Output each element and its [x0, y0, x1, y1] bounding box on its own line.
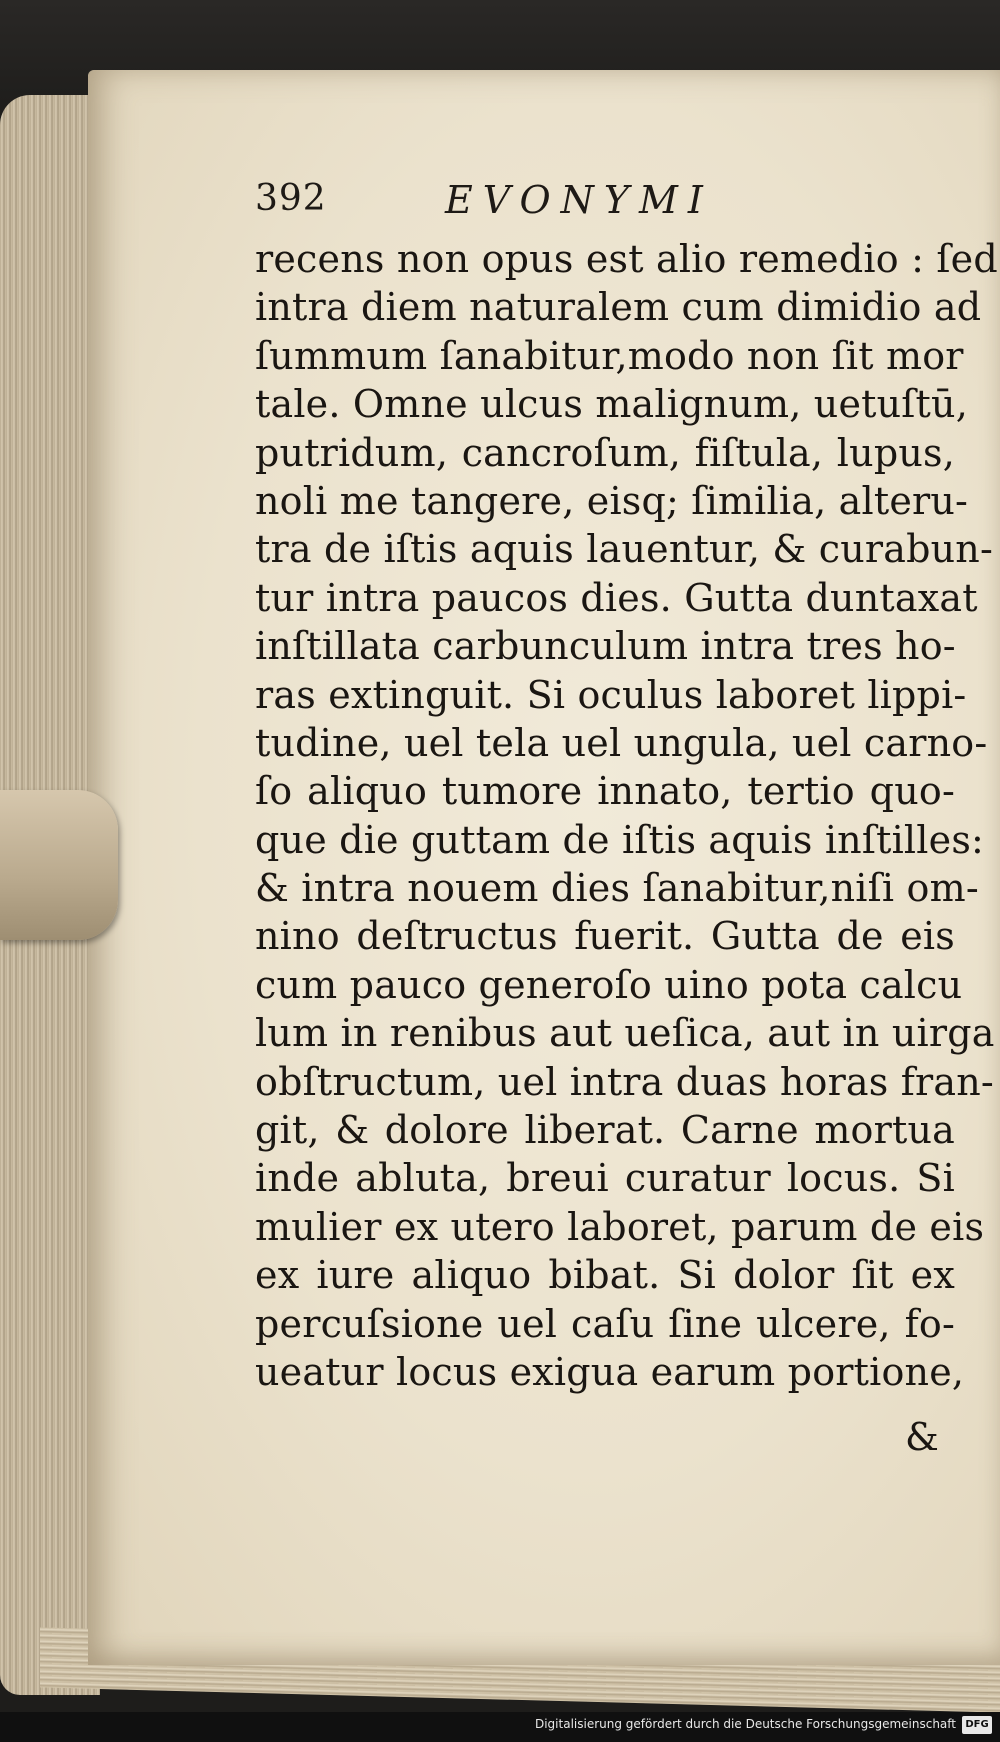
text-line: intra diem naturalem cum dimidio ad	[255, 285, 982, 330]
text-line: tale. Omne ulcus malignum, uetuſtū,	[255, 382, 968, 427]
text-line: mulier ex utero laboret, parum de eis	[255, 1204, 985, 1249]
text-line: ſo aliquo tumore innato, tertio quo-	[255, 769, 955, 814]
page-header	[255, 178, 955, 228]
catchword: &	[905, 1415, 939, 1459]
text-line: ueatur locus exigua earum portione,	[255, 1349, 965, 1394]
text-line: putridum, cancroſum, fiſtula, lupus,	[255, 430, 955, 475]
text-line: percuſsione uel caſu ſine ulcere, fo-	[255, 1301, 955, 1346]
text-line: & intra nouem dies ſanabitur,niſi om-	[255, 866, 979, 911]
text-line: cum pauco generoſo uino pota calcu	[255, 962, 963, 1007]
text-line: lum in renibus aut ueſica, aut in uirga	[255, 1011, 995, 1056]
text-line: git, & dolore liberat. Carne mortua	[255, 1108, 955, 1153]
text-line: ex iure aliquo bibat. Si dolor ſit ex	[255, 1253, 955, 1298]
text-line: inde abluta, breui curatur locus. Si	[255, 1156, 955, 1201]
footer-credit: Digitalisierung gefördert durch die Deutsche Forschungsgemeinschaft	[534, 1717, 956, 1731]
body-text	[255, 235, 998, 1396]
text-line: nino deſtructus fuerit. Gutta de eis	[255, 914, 955, 959]
text-line: obſtructum, uel intra duas horas fran-	[255, 1059, 994, 1104]
text-line: tudine, uel tela uel ungula, uel carno-	[255, 720, 988, 765]
text-line: noli me tangere, eisq; ſimilia, alteru-	[255, 478, 969, 523]
text-line: ſummum ſanabitur,modo non ſit mor	[255, 333, 964, 378]
running-head: EVONYMI	[445, 178, 713, 222]
text-line: inſtillata carbunculum intra tres ho-	[255, 624, 956, 669]
dfg-logo-icon: DFG	[962, 1716, 992, 1734]
text-line: recens non opus est alio remedio : ſed	[255, 237, 998, 281]
text-line: que die guttam de iſtis aquis inſtilles:	[255, 817, 985, 862]
digitization-footer	[0, 1712, 1000, 1742]
page-number: 392	[255, 178, 327, 219]
text-line: tur intra paucos dies. Gutta duntaxat	[255, 575, 978, 620]
page-clip	[0, 790, 118, 940]
text-line: ras extinguit. Si oculus laboret lippi-	[255, 672, 967, 717]
text-line: tra de iſtis aquis lauentur, & curabun-	[255, 527, 994, 572]
